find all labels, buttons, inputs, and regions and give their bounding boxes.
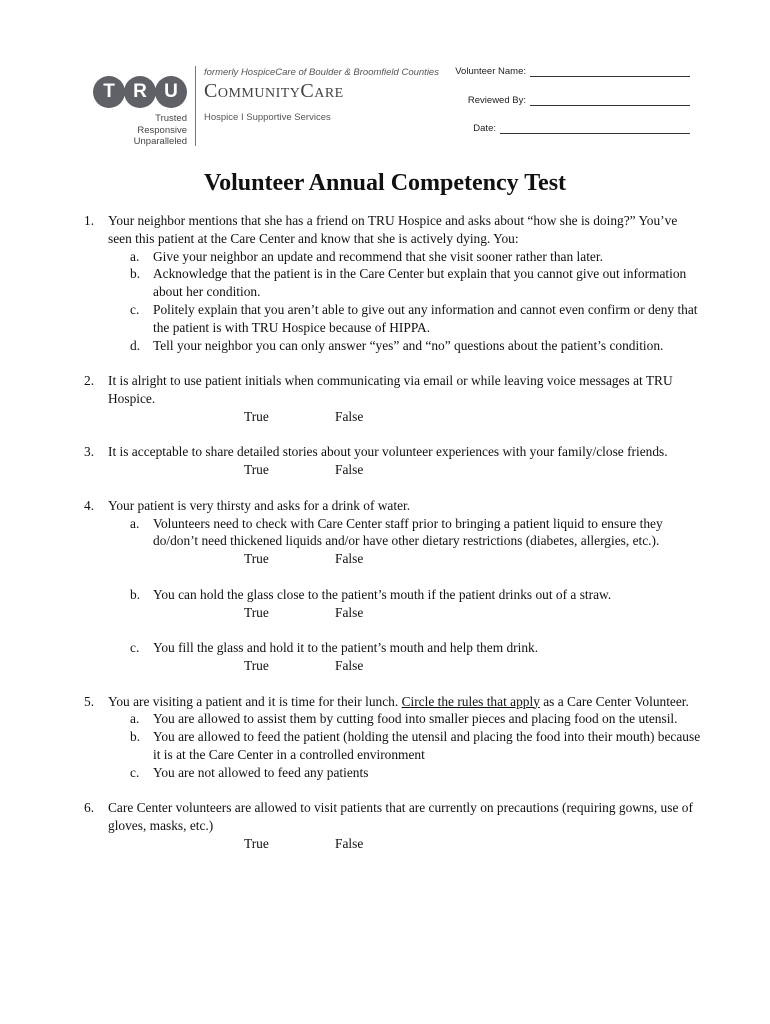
option-letter: c. [130, 640, 140, 656]
question-number: 1. [84, 213, 95, 228]
option-letter: a. [130, 515, 140, 531]
date-label: Date: [473, 123, 496, 134]
question-2 [84, 372, 704, 425]
false-option[interactable]: False [335, 462, 364, 478]
option-c[interactable] [84, 301, 704, 337]
question-text-start: You are visiting a patient and it is time for their lunch. [108, 693, 402, 709]
question-5 [84, 693, 704, 782]
question-number: 2. [84, 373, 95, 389]
true-false-choice [108, 461, 704, 479]
question-text: It is alright to use patient initials when communicating via email or while leaving voice messages at TRU Hospice. [108, 373, 673, 406]
logo-letter-r: R [124, 76, 156, 108]
option-text: Politely explain that you aren’t able to give out any information and cannot even confirm or deny that the patient is with TRU Hospice because of HIPPA. [153, 301, 698, 335]
true-option[interactable]: True [244, 462, 269, 478]
option-letter: c. [130, 301, 140, 317]
spacer [108, 621, 704, 639]
question-text-end: as a Care Center Volunteer. [539, 693, 689, 709]
option-letter: b. [130, 266, 141, 282]
question-instruction: Circle the rules that apply [401, 693, 540, 709]
option-d[interactable] [84, 337, 704, 355]
option-text: You are not allowed to feed any patients [153, 764, 369, 780]
reviewed-by-line[interactable] [530, 96, 690, 106]
question-3 [84, 443, 704, 479]
question-number: 5. [84, 693, 95, 709]
true-option[interactable]: True [244, 551, 269, 567]
logo-tagline [92, 113, 187, 148]
option-a[interactable] [84, 248, 704, 266]
true-false-choice [108, 604, 704, 622]
option-text: You are allowed to feed the patient (holding the utensil and placing the food into their mouth) because it is at the Care Center in a controlled environment [153, 729, 701, 762]
option-letter: c. [130, 764, 140, 780]
option-text: Volunteers need to check with Care Center staff prior to bringing a patient liquid to ensure they do/don’t need thickened liquids and/or have other dietary restrictions (diabetes, allergies, etc.). [153, 515, 663, 549]
brand-name: CommunityCare [204, 80, 344, 102]
true-option[interactable]: True [244, 657, 269, 673]
question-text: Care Center volunteers are allowed to visit patients that are currently on precautions (requiring gowns, use of gloves, masks, etc.) [108, 800, 693, 834]
true-option[interactable]: True [244, 408, 269, 424]
true-false-choice [108, 835, 704, 853]
question-1 [84, 212, 704, 354]
false-option[interactable]: False [335, 604, 364, 620]
option-b[interactable] [84, 265, 704, 301]
question-6 [84, 799, 704, 852]
volunteer-name-label: Volunteer Name: [455, 66, 526, 77]
option-b[interactable] [84, 728, 704, 764]
page-title: Volunteer Annual Competency Test [203, 170, 567, 196]
true-option[interactable]: True [244, 835, 269, 851]
option-text: Tell your neighbor you can only answer “yes” and “no” questions about the patient’s condition. [153, 337, 664, 353]
option-c [84, 639, 704, 657]
question-number: 3. [84, 444, 95, 460]
option-c[interactable] [84, 764, 704, 782]
question-text: Your patient is very thirsty and asks for a drink of water. [108, 497, 411, 513]
volunteer-name-field[interactable] [455, 66, 690, 77]
false-option[interactable]: False [335, 408, 364, 424]
letterhead [0, 0, 770, 160]
volunteer-name-line[interactable] [530, 67, 690, 77]
option-letter: a. [130, 711, 140, 727]
header-divider [195, 66, 196, 146]
tagline-trusted: Trusted [155, 113, 187, 124]
question-number: 4. [84, 497, 95, 513]
question-list [84, 212, 704, 870]
date-line[interactable] [500, 124, 690, 134]
option-a [84, 515, 704, 551]
true-false-choice [108, 550, 704, 568]
option-text: Acknowledge that the patient is in the Care Center but explain that you cannot give out information about her condition. [153, 266, 687, 300]
reviewed-by-field[interactable] [468, 95, 690, 106]
tagline-responsive: Responsive [137, 124, 187, 136]
date-field[interactable] [473, 123, 690, 134]
false-option[interactable]: False [335, 551, 364, 567]
question-number: 6. [84, 800, 95, 816]
question-text [108, 693, 704, 711]
question-text: It is acceptable to share detailed stories about your volunteer experiences with your family/close friends. [108, 444, 668, 460]
option-text: You fill the glass and hold it to the patient’s mouth and help them drink. [153, 640, 539, 656]
option-text: You are allowed to assist them by cutting food into smaller pieces and placing food on the utensil. [153, 711, 678, 727]
true-option[interactable]: True [244, 604, 269, 620]
reviewed-by-label: Reviewed By: [467, 95, 526, 106]
option-letter: b. [130, 586, 141, 602]
option-text: Give your neighbor an update and recommend that she visit sooner rather than later. [153, 248, 603, 264]
true-false-choice [108, 408, 704, 426]
option-b [84, 586, 704, 604]
question-4 [84, 497, 704, 675]
question-text: Your neighbor mentions that she has a friend on TRU Hospice and asks about “how she is doing?” You’ve seen this patient at the Care Center and know that she is actively dying. You: [108, 213, 678, 246]
true-false-choice [108, 657, 704, 675]
option-letter: b. [130, 729, 141, 745]
option-letter: a. [130, 248, 140, 264]
services-line: Hospice I Supportive Services [204, 112, 331, 123]
option-text: You can hold the glass close to the patient’s mouth if the patient drinks out of a straw. [153, 586, 612, 602]
logo-letter-t: T [93, 76, 125, 108]
formerly-note: formerly HospiceCare of Boulder & Broomfield Counties [204, 67, 439, 78]
false-option[interactable]: False [335, 657, 364, 673]
option-a[interactable] [84, 710, 704, 728]
false-option[interactable]: False [335, 835, 364, 851]
spacer [108, 568, 704, 586]
logo-letter-u: U [155, 76, 187, 108]
tagline-unparalleled: Unparalleled [133, 136, 187, 147]
option-letter: d. [130, 337, 141, 353]
